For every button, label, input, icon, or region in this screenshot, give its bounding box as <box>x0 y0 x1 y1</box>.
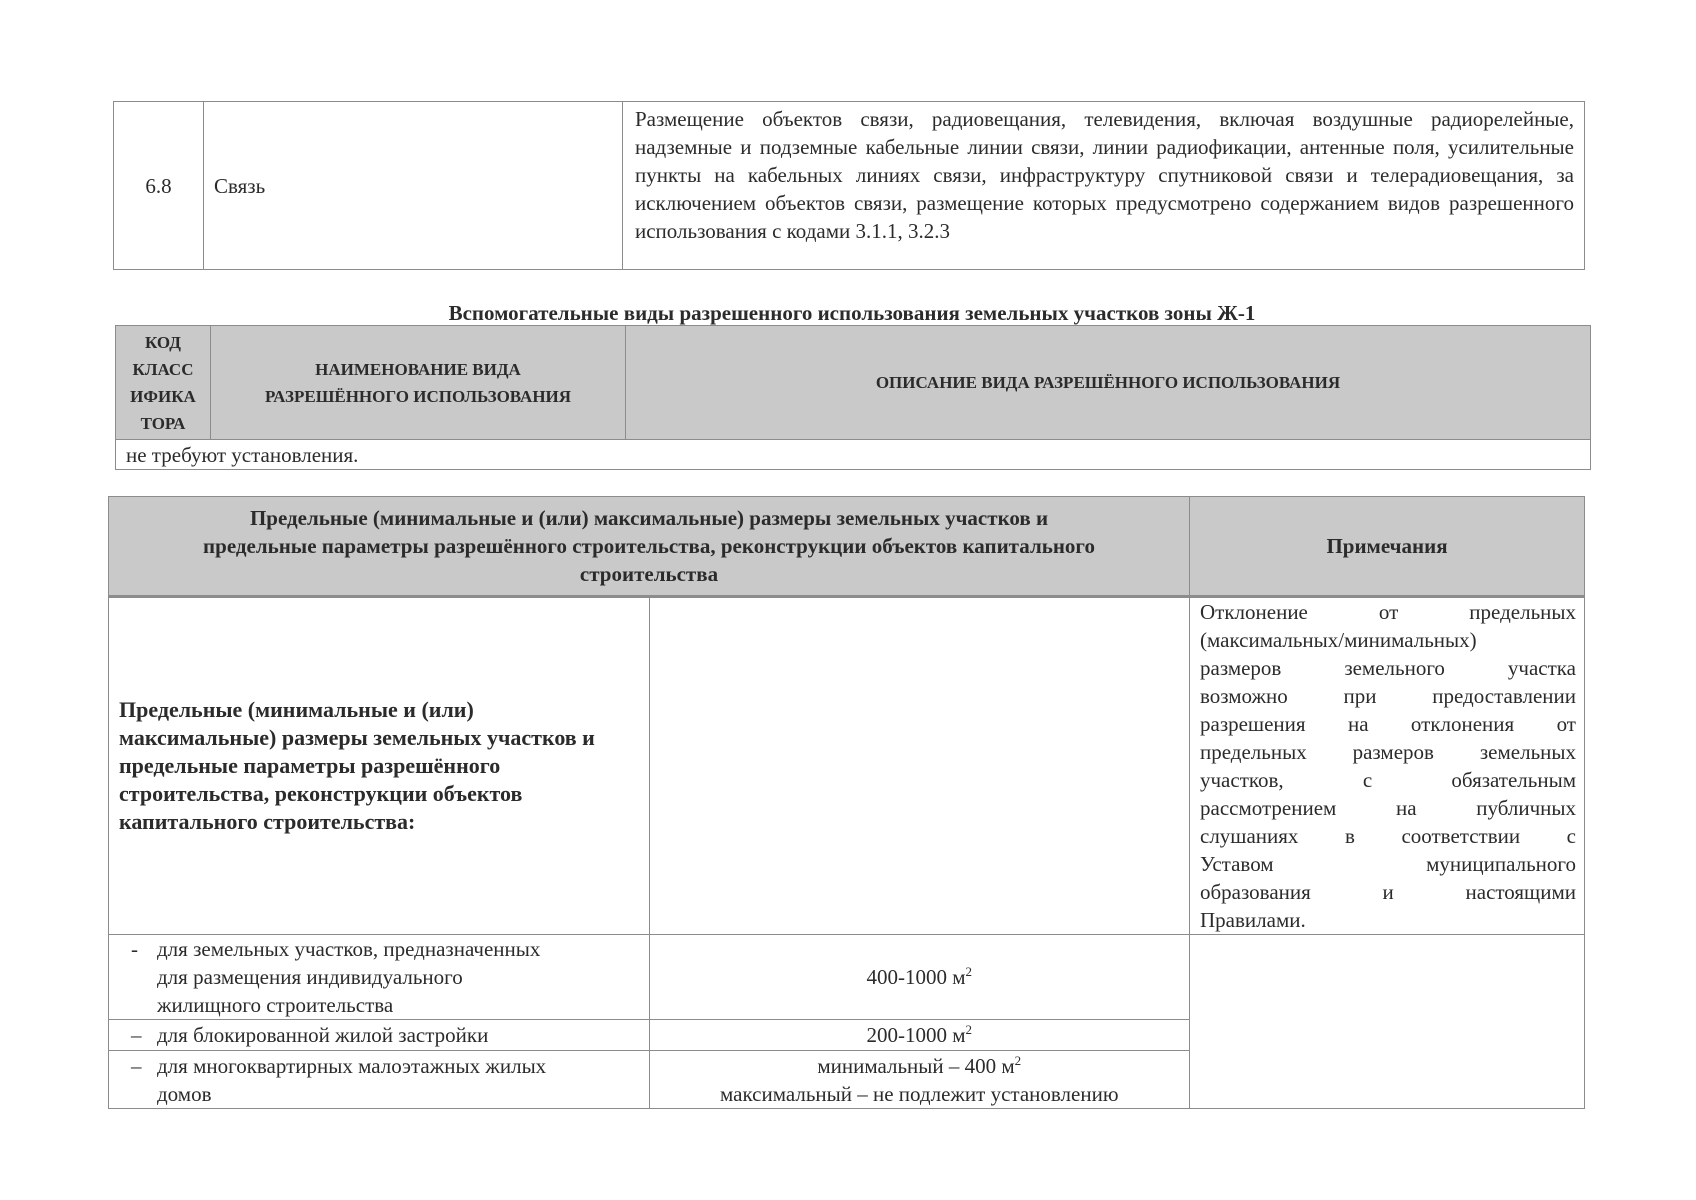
note-line: слушаниях в соответствии с <box>1200 824 1576 848</box>
use-name: Связь <box>204 102 623 270</box>
note-line: Уставом муниципального <box>1200 852 1576 876</box>
header-name-line: РАЗРЕШЁННОГО ИСПОЛЬЗОВАНИЯ <box>264 386 572 406</box>
header-parameters-line: предельные параметры разрешённого строительства, реконструкции объектов капитального <box>203 534 1095 558</box>
header-code-line: ИФИКА <box>130 386 196 406</box>
row-label <box>109 1020 650 1051</box>
value-text: максимальный – не подлежит установлению <box>719 1081 1119 1106</box>
notes-empty-cell <box>1190 935 1585 1109</box>
note-line: рассмотрением на публичных <box>1200 796 1576 820</box>
header-code-line: КОД <box>145 332 181 352</box>
row-label <box>109 935 650 1020</box>
table-row <box>116 440 1591 470</box>
header-name <box>211 326 626 440</box>
list-marker: – <box>131 1053 142 1078</box>
table-row <box>114 102 1585 270</box>
header-parameters-line: строительства <box>579 562 719 586</box>
row-label <box>109 1051 650 1109</box>
value-text: минимальный – 400 м <box>817 1053 1015 1078</box>
empty-note: не требуют установления. <box>116 440 1591 470</box>
note-line: предельных размеров земельных <box>1200 740 1576 764</box>
list-marker: - <box>131 937 138 961</box>
auxiliary-uses-table <box>115 325 1591 470</box>
unit-superscript: 2 <box>965 1022 973 1037</box>
use-code: 6.8 <box>114 102 204 270</box>
note-line: Отклонение от предельных <box>1200 600 1576 624</box>
row-label-line: для размещения индивидуального <box>157 965 463 989</box>
note-line: (максимальных/минимальных) <box>1200 628 1477 652</box>
header-description: ОПИСАНИЕ ВИДА РАЗРЕШЁННОГО ИСПОЛЬЗОВАНИЯ <box>626 326 1591 440</box>
note-line: участков, с обязательным <box>1200 768 1576 792</box>
parameters-label-line: предельные параметры разрешённого <box>119 753 501 778</box>
table-row <box>109 935 1585 1020</box>
header-code-line: КЛАСС <box>132 359 194 379</box>
use-description: Размещение объектов связи, радиовещания, телевидения, включая воздушные радиорелейные, надземные и подземные кабельные линии связи, линии радиофикации, антенные поля, усилительные пункты на кабельных линиях связи, инфраструктуру спутниковой связи и телерадиовещания, за исключением объектов связи, размещение которых предусмотрено содержанием видов разрешенного использования с кодами 3.1.1, 3.2.3 <box>623 102 1585 270</box>
note-line: возможно при предоставлении <box>1200 684 1576 708</box>
row-label-line: для земельных участков, предназначенных <box>157 937 541 961</box>
table-header-row <box>109 497 1585 597</box>
parameters-label <box>109 597 650 935</box>
notes-cell <box>1190 597 1585 935</box>
row-value <box>649 1051 1190 1109</box>
list-marker: – <box>131 1023 142 1047</box>
table-row <box>109 597 1585 935</box>
parameters-label-line: строительства, реконструкции объектов <box>119 781 523 806</box>
value-text: 400-1000 м <box>866 965 966 989</box>
row-value <box>649 935 1190 1020</box>
table-header-row <box>116 326 1591 440</box>
note-line: разрешения на отклонения от <box>1200 712 1576 736</box>
row-label-line: домов <box>157 1081 212 1106</box>
header-name-line: НАИМЕНОВАНИЕ ВИДА <box>315 359 521 379</box>
row-label-line: жилищного строительства <box>157 993 394 1017</box>
note-line: образования и настоящими <box>1200 880 1576 904</box>
row-label-line: для блокированной жилой застройки <box>157 1023 489 1047</box>
parameters-label-line: Предельные (минимальные и (или) <box>119 697 474 722</box>
unit-superscript: 2 <box>965 964 973 979</box>
header-parameters-line: Предельные (минимальные и (или) максимальные) размеры земельных участков и <box>249 506 1049 530</box>
header-notes: Примечания <box>1190 497 1585 597</box>
limit-parameters-table <box>108 496 1585 1109</box>
permitted-use-table <box>113 101 1585 270</box>
row-value <box>649 1020 1190 1051</box>
note-line: размеров земельного участка <box>1200 656 1576 680</box>
value-text: 200-1000 м <box>866 1023 966 1047</box>
header-parameters <box>109 497 1190 597</box>
parameters-label-line: максимальные) размеры земельных участков и <box>119 725 595 750</box>
unit-superscript: 2 <box>1014 1052 1022 1068</box>
note-line: Правилами. <box>1200 908 1306 932</box>
auxiliary-uses-caption: Вспомогательные виды разрешенного использования земельных участков зоны Ж-1 <box>448 301 1256 325</box>
row-label-line: для многоквартирных малоэтажных жилых <box>157 1053 547 1078</box>
header-code-line: ТОРА <box>140 413 186 433</box>
header-code <box>116 326 211 440</box>
parameters-label-line: капитального строительства: <box>119 809 416 834</box>
empty-cell <box>649 597 1190 935</box>
